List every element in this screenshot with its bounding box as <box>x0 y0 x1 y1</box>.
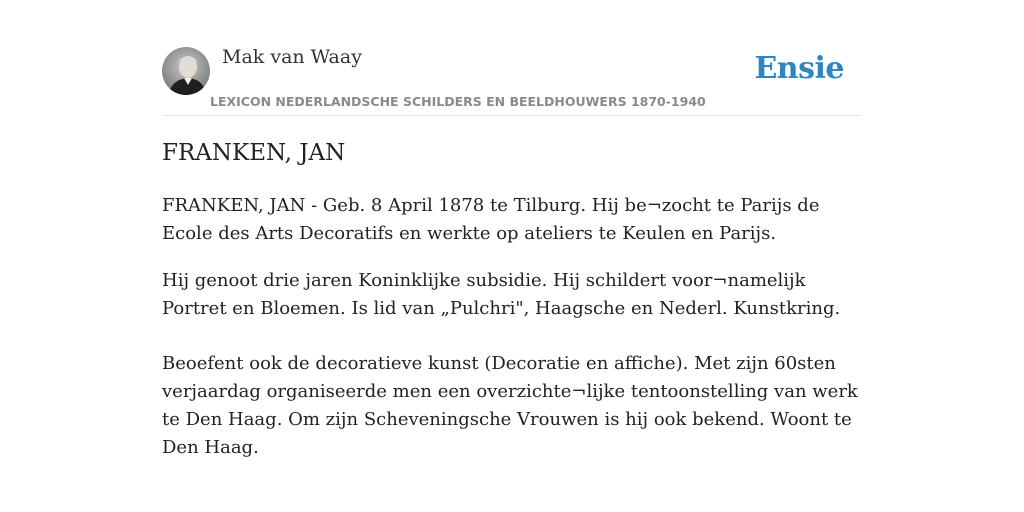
author-avatar[interactable] <box>162 47 210 95</box>
lexicon-title-link[interactable]: LEXICON NEDERLANDSCHE SCHILDERS EN BEELDHOUWERS 1870-1940 <box>210 94 706 109</box>
header-divider <box>162 115 862 116</box>
portrait-image <box>162 47 210 95</box>
article-title: FRANKEN, JAN <box>162 140 346 166</box>
article-paragraph-3: Beoefent ook de decoratieve kunst (Decoratie en affiche). Met zijn 60sten verjaardag organiseerde men een overzichte¬lijke tentoonstelling van werk te Den Haag. Om zijn Scheveningsche Vrouwen is hij ook bekend. Woont te Den Haag. <box>162 353 858 458</box>
article-body <box>162 192 862 481</box>
article-paragraph-1: FRANKEN, JAN - Geb. 8 April 1878 te Tilburg. Hij be¬zocht te Parijs de Ecole des Arts Decoratifs en werkte op ateliers te Keulen en Parijs. <box>162 195 820 244</box>
article-paragraph-2: Hij genoot drie jaren Koninklijke subsidie. Hij schildert voor¬namelijk Portret en Bloemen. Is lid van „Pulchri", Haagsche en Nederl. Kunstkring. <box>162 270 841 319</box>
ensie-logo[interactable]: Ensie <box>754 51 844 86</box>
page-container <box>162 0 862 512</box>
author-name[interactable]: Mak van Waay <box>222 46 362 68</box>
